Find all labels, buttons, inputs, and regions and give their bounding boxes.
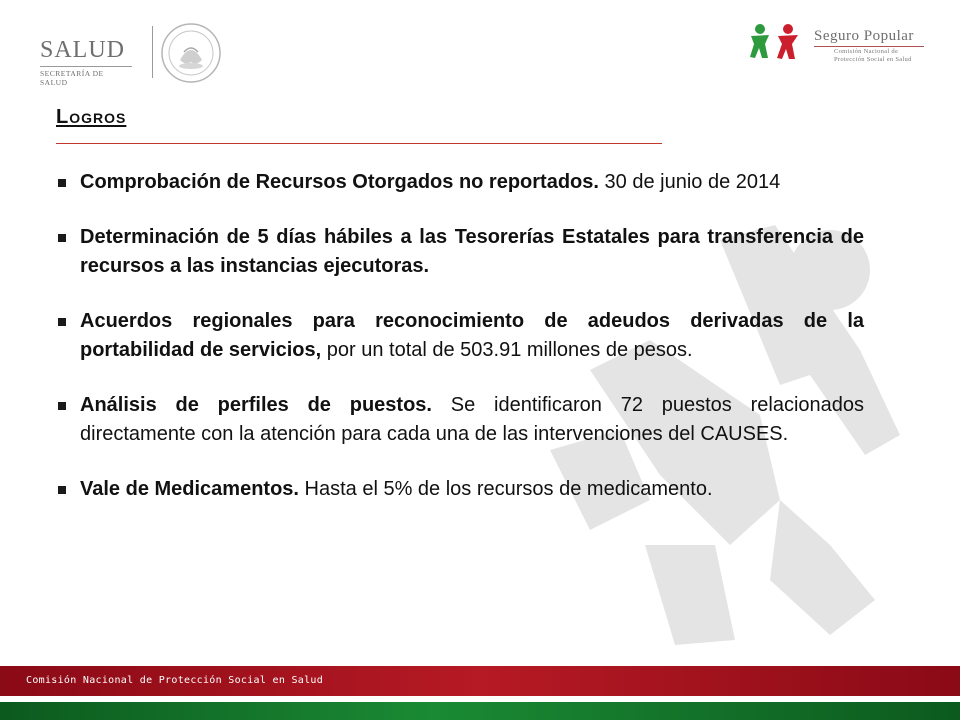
bullet-text: por un total de 503.91 millones de pesos. <box>321 339 693 361</box>
footer-text: Comisión Nacional de Protección Social en Salud <box>26 675 324 686</box>
bullet-bold-text: Determinación de 5 días hábiles a las Tesorerías Estatales para transferencia de recursos a las instancias ejecutoras. <box>80 226 864 277</box>
seguro-popular-title: Seguro Popular <box>814 28 914 44</box>
bullet-bold-text: Comprobación de Recursos Otorgados no reportados. <box>80 171 599 193</box>
list-item <box>54 307 864 365</box>
title-underline-rule <box>56 143 662 144</box>
seguro-popular-figures-icon <box>748 22 808 62</box>
logo-divider <box>152 26 153 78</box>
list-item <box>54 475 864 504</box>
footer-green-band <box>0 702 960 720</box>
seguro-popular-rule <box>814 46 924 47</box>
bullet-bold-text: Análisis de perfiles de puestos. <box>80 394 432 416</box>
national-seal-icon <box>160 22 222 84</box>
list-item <box>54 223 864 281</box>
list-item <box>54 168 864 197</box>
list-item <box>54 391 864 449</box>
seguro-popular-subtitle-line2: Protección Social en Salud <box>834 56 912 63</box>
bullet-text: Hasta el 5% de los recursos de medicamento. <box>298 478 713 500</box>
bullet-text: Se identificaron 72 puestos relacionados directamente con la atención para cada una de las intervenciones del CAUSES. <box>80 394 865 445</box>
salud-logo <box>40 38 140 87</box>
section-title: Logros <box>56 106 127 128</box>
seguro-popular-subtitle-line1: Comisión Nacional de <box>834 48 899 55</box>
salud-logo-name: SALUD <box>40 37 126 63</box>
achievements-list <box>54 168 864 530</box>
bullet-bold-text: Acuerdos regionales para reconocimiento de adeudos derivadas de la portabilidad de servicios, <box>80 310 864 361</box>
salud-logo-subtitle: SECRETARÍA DE SALUD <box>40 66 132 87</box>
bullet-bold-text: Vale de Medicamentos. <box>80 478 299 500</box>
bullet-text: 30 de junio de 2014 <box>598 171 781 193</box>
